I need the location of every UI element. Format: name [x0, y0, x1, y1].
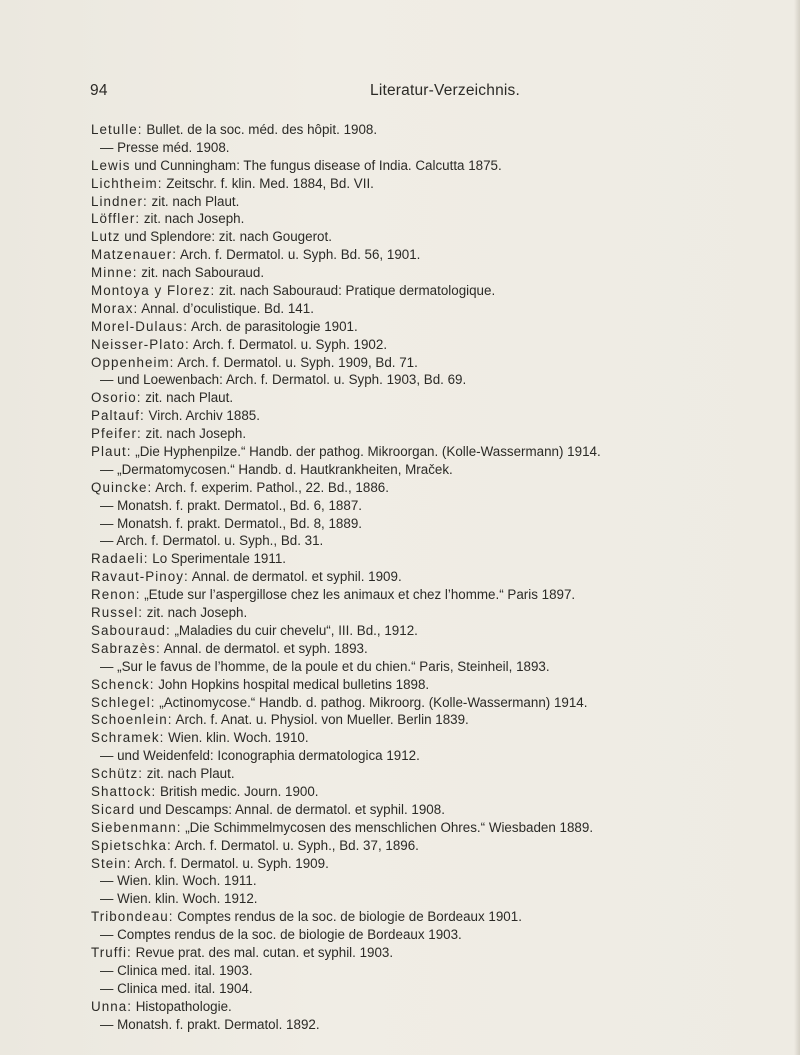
entry-author: Letulle: [91, 122, 143, 137]
entry-text: Arch. f. Dermatol. u. Syph. 1902. [189, 336, 388, 352]
bibliography-entry [91, 515, 731, 533]
entry-text: Revue prat. des mal. cutan. et syphil. 1903. [131, 944, 394, 960]
entry-text: zit. nach Joseph. [141, 426, 247, 442]
page-number: 94 [90, 82, 108, 99]
bibliography-entry [91, 747, 731, 765]
entry-text: — Wien. klin. Woch. 1911. [100, 873, 257, 889]
bibliography-entry [91, 497, 731, 515]
entry-text: Bullet. de la soc. méd. des hôpit. 1908. [142, 122, 378, 137]
bibliography-entry [91, 586, 731, 604]
entry-text: „Maladies du cuir chevelu“, III. Bd., 1912. [170, 622, 418, 638]
entry-text: und Cunningham: The fungus disease of India. Calcutta 1875. [130, 157, 502, 173]
entry-author: Osorio: [91, 390, 142, 406]
bibliography-entry [91, 819, 731, 837]
bibliography-entry [91, 872, 731, 890]
bibliography-entry [91, 962, 731, 980]
entry-author: Russel: [91, 605, 144, 621]
bibliography-entry [91, 210, 731, 228]
entry-author: Truffi: [91, 944, 132, 960]
bibliography-entry [91, 711, 731, 729]
bibliography-entry [91, 318, 731, 336]
entry-text: Arch. de parasitologie 1901. [188, 318, 358, 334]
bibliography-entry [91, 658, 731, 676]
entry-author: Schoenlein: [91, 712, 173, 728]
bibliography-entry [91, 139, 731, 157]
entry-text: Arch. f. Dermatol. u. Syph. 1909. [131, 855, 329, 871]
entry-author: Montoya y Florez: [91, 283, 216, 299]
bibliography-entry [91, 944, 731, 962]
entry-text: — und Loewenbach: Arch. f. Dermatol. u. Syph. 1903, Bd. 69. [100, 372, 467, 388]
running-title: Literatur-Verzeichnis. [370, 82, 520, 99]
entry-text: zit. nach Plaut. [143, 766, 235, 782]
bibliography-entry [91, 175, 731, 193]
entry-author: Lewis [91, 157, 131, 173]
bibliography-entry [91, 837, 731, 855]
entry-text: — Presse méd. 1908. [100, 139, 230, 155]
entry-text: — „Sur le favus de l’homme, de la poule et du chien.“ Paris, Steinheil, 1893. [100, 658, 550, 674]
bibliography-entry [91, 425, 731, 443]
entry-text: Zeitschr. f. klin. Med. 1884, Bd. VII. [162, 175, 374, 191]
bibliography-entry [91, 604, 731, 622]
entry-author: Ravaut-Pinoy: [91, 569, 189, 585]
entry-author: Sabrazès: [91, 640, 161, 656]
bibliography-entry [91, 228, 731, 246]
bibliography-entry [91, 371, 731, 389]
bibliography-entry [91, 890, 731, 908]
entry-text: und Splendore: zit. nach Gougerot. [120, 229, 332, 245]
bibliography-entry [91, 246, 731, 264]
bibliography-entry [91, 354, 731, 372]
entry-author: Schlegel: [91, 694, 156, 710]
bibliography-entry [91, 282, 731, 300]
entry-author: Plaut: [91, 444, 132, 460]
bibliography-entry [91, 801, 731, 819]
entry-text: Lo Sperimentale 1911. [148, 551, 287, 567]
bibliography-entry [91, 389, 731, 407]
entry-author: Morel-Dulaus: [91, 318, 188, 334]
page-edge-shadow [794, 0, 800, 1055]
entry-author: Neisser-Plato: [91, 336, 190, 352]
entry-text: — und Weidenfeld: Iconographia dermatologica 1912. [100, 748, 420, 764]
entry-text: Arch. f. Dermatol. u. Syph. Bd. 56, 1901. [176, 247, 421, 263]
entry-author: Lutz [91, 229, 121, 245]
bibliography-list [91, 121, 731, 1033]
bibliography-entry [91, 407, 731, 425]
entry-author: Paltauf: [91, 408, 145, 424]
entry-text: John Hopkins hospital medical bulletins 1898. [154, 676, 430, 692]
entry-author: Spietschka: [91, 837, 172, 853]
bibliography-entry [91, 694, 731, 712]
entry-text: Arch. f. Anat. u. Physiol. von Mueller. Berlin 1839. [172, 712, 469, 728]
bibliography-entry [91, 568, 731, 586]
entry-text: „Etude sur l’aspergillose chez les animaux et chez l’homme.“ Paris 1897. [140, 587, 576, 603]
entry-text: Arch. f. Dermatol. u. Syph., Bd. 37, 1896. [171, 837, 419, 853]
bibliography-entry [91, 998, 731, 1016]
bibliography-entry [91, 783, 731, 801]
entry-text: Wien. klin. Woch. 1910. [164, 730, 309, 746]
entry-text: — Wien. klin. Woch. 1912. [100, 891, 258, 907]
bibliography-entry [91, 336, 731, 354]
bibliography-entry [91, 908, 731, 926]
entry-author: Lindner: [91, 193, 148, 209]
entry-text: und Descamps: Annal. de dermatol. et syphil. 1908. [135, 801, 445, 817]
entry-text: zit. nach Sabouraud: Pratique dermatologique. [215, 283, 496, 299]
bibliography-entry [91, 729, 731, 747]
bibliography-entry [91, 980, 731, 998]
bibliography-entry [91, 640, 731, 658]
entry-author: Shattock: [91, 783, 157, 799]
bibliography-entry [91, 532, 731, 550]
entry-author: Schenck: [91, 676, 155, 692]
bibliography-entry [91, 300, 731, 318]
entry-text: „Actinomycose.“ Handb. d. pathog. Mikroorg. (Kolle-Wassermann) 1914. [155, 694, 588, 710]
entry-text: zit. nach Sabouraud. [137, 265, 265, 281]
entry-text: Annal. d’oculistique. Bd. 141. [138, 300, 314, 316]
entry-author: Löffler: [91, 211, 141, 227]
entry-text: — Clinica med. ital. 1903. [100, 962, 253, 978]
entry-text: — Monatsh. f. prakt. Dermatol. 1892. [100, 1016, 320, 1032]
entry-text: zit. nach Joseph. [143, 605, 248, 621]
entry-text: — Arch. f. Dermatol. u. Syph., Bd. 31. [100, 533, 324, 549]
entry-author: Renon: [91, 587, 141, 603]
entry-text: Arch. f. experim. Pathol., 22. Bd., 1886. [152, 479, 389, 495]
entry-author: Sicard [91, 801, 136, 817]
entry-author: Radaeli: [91, 551, 149, 567]
entry-text: „Die Hyphenpilze.“ Handb. der pathog. Mikroorgan. (Kolle-Wassermann) 1914. [131, 444, 601, 460]
entry-text: Comptes rendus de la soc. de biologie de Bordeaux 1901. [173, 909, 522, 925]
entry-text: Histopathologie. [131, 998, 232, 1014]
bibliography-entry [91, 193, 731, 211]
page-header [90, 82, 710, 106]
bibliography-entry [91, 765, 731, 783]
entry-author: Schütz: [91, 766, 144, 782]
entry-text: — Clinica med. ital. 1904. [100, 980, 253, 996]
bibliography-entry [91, 479, 731, 497]
entry-author: Sabouraud: [91, 622, 171, 638]
entry-author: Quincke: [91, 479, 153, 495]
bibliography-entry [91, 121, 731, 139]
entry-author: Matzenauer: [91, 247, 177, 263]
bibliography-entry [91, 1016, 731, 1034]
entry-text: zit. nach Joseph. [140, 211, 245, 227]
entry-text: Annal. de dermatol. et syph. 1893. [160, 640, 368, 656]
bibliography-entry [91, 461, 731, 479]
entry-text: zit. nach Plaut. [141, 390, 234, 406]
entry-text: Arch. f. Dermatol. u. Syph. 1909, Bd. 71. [174, 354, 418, 370]
entry-text: zit. nach Plaut. [147, 193, 240, 209]
bibliography-entry [91, 157, 731, 175]
entry-text: — „Dermatomycosen.“ Handb. d. Hautkrankheiten, Mraček. [100, 461, 453, 477]
entry-text: — Monatsh. f. prakt. Dermatol., Bd. 8, 1889. [100, 515, 362, 531]
entry-text: Annal. de dermatol. et syphil. 1909. [188, 569, 402, 585]
entry-author: Siebenmann: [91, 819, 182, 835]
entry-author: Oppenheim: [91, 354, 175, 370]
bibliography-entry [91, 622, 731, 640]
entry-text: „Die Schimmelmycosen des menschlichen Ohres.“ Wiesbaden 1889. [181, 819, 594, 835]
bibliography-entry [91, 855, 731, 873]
entry-author: Stein: [91, 855, 132, 871]
entry-text: — Comptes rendus de la soc. de biologie de Bordeaux 1903. [100, 927, 462, 943]
bibliography-entry [91, 676, 731, 694]
bibliography-entry [91, 264, 731, 282]
entry-author: Lichtheim: [91, 175, 163, 191]
entry-text: — Monatsh. f. prakt. Dermatol., Bd. 6, 1887. [100, 497, 362, 513]
entry-author: Unna: [91, 998, 132, 1014]
entry-author: Minne: [91, 265, 138, 281]
bibliography-entry [91, 550, 731, 568]
entry-author: Morax: [91, 300, 139, 316]
entry-text: British medic. Journ. 1900. [156, 783, 319, 799]
entry-author: Pfeifer: [91, 426, 142, 442]
entry-text: Virch. Archiv 1885. [144, 408, 260, 424]
bibliography-entry [91, 443, 731, 461]
entry-author: Tribondeau: [91, 909, 174, 925]
bibliography-entry [91, 926, 731, 944]
entry-author: Schramek: [91, 730, 165, 746]
